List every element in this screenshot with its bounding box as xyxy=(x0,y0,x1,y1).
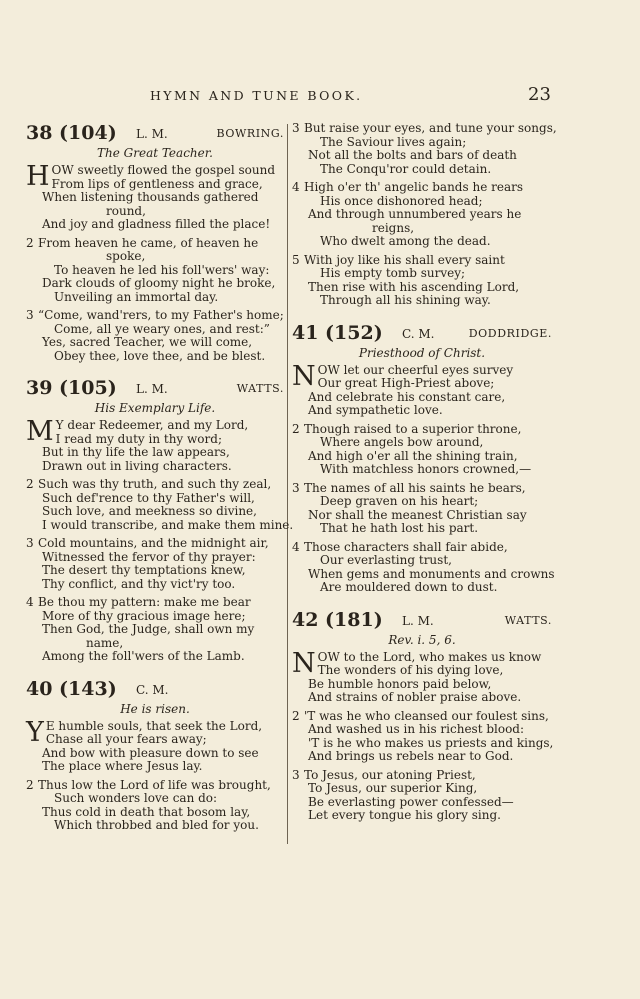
stanza-3 xyxy=(292,482,552,536)
stanza-number: 3 xyxy=(292,480,300,495)
verse-line: Which throbbed and bled for you. xyxy=(54,818,259,832)
verse-line: Through all his shining way. xyxy=(320,293,491,307)
hymn-number: 41 (152) xyxy=(292,321,383,344)
stanza-1 xyxy=(26,716,284,774)
verse-line: That he hath lost his part. xyxy=(320,521,479,535)
verse-line: His once dishonored head; xyxy=(320,193,483,208)
verse-line: OW to the Lord, who makes us know xyxy=(317,649,542,664)
hymn-39 xyxy=(26,377,294,664)
verse-line: Chase all your fears away; xyxy=(45,732,207,746)
verse-line: More of thy gracious image here; xyxy=(42,608,246,623)
verse-line: I would transcribe, and make them mine. xyxy=(42,517,294,532)
verse-line: His empty tomb survey; xyxy=(320,266,466,280)
stanza-2 xyxy=(292,423,552,477)
verse-line: With joy like his shall every saint xyxy=(304,252,505,267)
hymn-heading xyxy=(292,609,552,633)
hymn-continuation-stanza xyxy=(292,254,552,308)
verse-line: I read my duty in thy word; xyxy=(55,431,222,446)
verse-line: name, xyxy=(86,635,124,650)
stanza-4 xyxy=(26,596,284,664)
hymn-number: 38 (104) xyxy=(26,122,117,144)
stanza-number: 3 xyxy=(292,121,300,135)
verse-line: And sympathetic love. xyxy=(308,403,443,417)
stanza-2 xyxy=(26,477,294,532)
drop-cap: M xyxy=(26,416,54,447)
verse-line: Yes, sacred Teacher, we will come, xyxy=(42,335,253,349)
hymn-meter: C. M. xyxy=(402,326,435,341)
verse-line: spoke, xyxy=(106,249,146,263)
verse-line: The names of all his saints he bears, xyxy=(304,480,526,495)
drop-cap: H xyxy=(26,161,50,192)
verse-line: But raise your eyes, and tune your songs, xyxy=(304,121,557,135)
hymn-continuation-stanza xyxy=(292,121,557,176)
stanza-2 xyxy=(292,710,552,764)
verse-line: Drawn out in living characters. xyxy=(42,458,232,473)
verse-line: Not all the bolts and bars of death xyxy=(308,148,517,162)
stanza-number: 5 xyxy=(292,252,300,267)
hymn-heading xyxy=(292,322,552,346)
stanza-number: 4 xyxy=(292,180,300,194)
stanza-1 xyxy=(292,647,552,705)
hymn-meter: L. M. xyxy=(136,127,168,141)
stanza-number: 4 xyxy=(26,595,34,609)
verse-line: Then God, the Judge, shall own my xyxy=(42,622,255,636)
verse-line: Nor shall the meanest Christian say xyxy=(308,507,527,522)
verse-line: Such love, and meekness so divine, xyxy=(42,504,257,518)
hymn-42 xyxy=(292,609,552,823)
verse-line: Be thou my pattern: make me bear xyxy=(38,595,251,609)
hymn-number: 39 (105) xyxy=(26,377,117,399)
verse-line: Obey thee, love thee, and be blest. xyxy=(54,348,266,363)
verse-line: The Conqu'ror could detain. xyxy=(320,161,492,176)
hymn-41 xyxy=(292,321,555,595)
verse-line: And through unnumbered years he xyxy=(308,207,522,221)
verse-line: Witnessed the fervor of thy prayer: xyxy=(42,549,256,564)
verse-line: With matchless honors crowned,— xyxy=(320,462,532,476)
stanza-number: 2 xyxy=(292,708,300,723)
stanza-1 xyxy=(292,360,552,418)
verse-line: To Jesus, our superior King, xyxy=(308,781,478,795)
verse-line: Thy conflict, and thy vict'ry too. xyxy=(42,576,236,591)
hymn-subtitle: The Great Teacher. xyxy=(97,146,213,160)
verse-line: Our everlasting trust, xyxy=(320,553,452,567)
right-column xyxy=(292,121,557,837)
hymn-author: DODDRIDGE. xyxy=(468,326,552,340)
hymn-heading xyxy=(26,377,284,401)
verse-line: To Jesus, our atoning Priest, xyxy=(304,767,476,782)
verse-line: The place where Jesus lay. xyxy=(42,759,203,773)
verse-line: The wonders of his dying love, xyxy=(317,663,504,677)
drop-cap: N xyxy=(292,647,316,679)
verse-line: The Saviour lives again; xyxy=(320,134,467,149)
verse-line: Y dear Redeemer, and my Lord, xyxy=(55,418,249,432)
stanza-number: 3 xyxy=(26,536,34,550)
hymn-number: 40 (143) xyxy=(26,677,117,700)
verse-line: Among the foll'wers of the Lamb. xyxy=(42,649,245,663)
page-header xyxy=(0,86,640,108)
verse-line: When gems and monuments and crowns xyxy=(308,566,555,581)
stanza-3 xyxy=(292,769,552,823)
verse-line: And high o'er all the shining train, xyxy=(308,448,518,463)
drop-cap: Y xyxy=(26,716,44,748)
verse-line: Who dwelt among the dead. xyxy=(320,234,491,248)
stanza-1 xyxy=(26,161,284,232)
verse-line: And joy and gladness filled the place! xyxy=(42,217,271,231)
verse-line: From heaven he came, of heaven he xyxy=(38,235,259,250)
hymn-number: 42 (181) xyxy=(292,608,383,631)
stanza-2 xyxy=(26,779,284,833)
stanza-2 xyxy=(26,237,284,305)
stanza-number: 3 xyxy=(26,308,34,322)
hymn-author: WATTS. xyxy=(504,613,552,627)
stanza-3 xyxy=(26,537,284,591)
verse-line: Unveiling an immortal day. xyxy=(54,289,219,304)
verse-line: Be everlasting power confessed— xyxy=(308,794,514,809)
hymn-subtitle: Rev. i. 5, 6. xyxy=(388,632,456,647)
verse-line: Be humble honors paid below, xyxy=(308,676,492,691)
hymn-author: BOWRING. xyxy=(216,127,284,140)
verse-line: The desert thy temptations knew, xyxy=(42,563,246,577)
page-number: 23 xyxy=(528,84,551,105)
verse-line: And brings us rebels near to God. xyxy=(308,749,514,763)
stanza-number: 4 xyxy=(292,539,300,554)
verse-line: Such was thy truth, and such thy zeal, xyxy=(38,477,272,491)
verse-line: Let every tongue his glory sing. xyxy=(308,808,501,822)
stanza-4 xyxy=(292,539,555,595)
verse-line: Thus cold in death that bosom lay, xyxy=(42,804,251,819)
verse-line: round, xyxy=(106,203,146,218)
hymn-subtitle: Priesthood of Christ. xyxy=(358,345,486,360)
column-divider xyxy=(287,124,288,844)
verse-line: OW sweetly flowed the gospel sound xyxy=(51,163,276,177)
verse-line: 'T was he who cleansed our foulest sins, xyxy=(304,708,549,723)
verse-line: And celebrate his constant care, xyxy=(308,389,506,404)
verse-line: Deep graven on his heart; xyxy=(320,494,479,508)
verse-line: Cold mountains, and the midnight air, xyxy=(38,536,269,550)
hymn-continuation-stanza xyxy=(292,181,552,249)
hymn-author: WATTS. xyxy=(236,382,284,395)
stanza-number: 2 xyxy=(26,777,34,792)
verse-line: Dark clouds of gloomy night he broke, xyxy=(42,276,276,290)
verse-line: Our great High-Priest above; xyxy=(317,376,495,390)
hymn-meter: C. M. xyxy=(136,682,169,697)
hymn-40 xyxy=(26,678,284,833)
running-title: HYMN AND TUNE BOOK. xyxy=(150,88,363,103)
verse-line: Then rise with his ascending Lord, xyxy=(308,279,520,294)
left-column xyxy=(26,122,294,847)
verse-line: And washed us in his richest blood: xyxy=(308,722,525,736)
stanza-number: 2 xyxy=(26,477,34,491)
verse-line: Those characters shall fair abide, xyxy=(304,539,508,554)
verse-line: 'T is he who makes us priests and kings, xyxy=(308,735,554,750)
stanza-number: 2 xyxy=(26,235,34,250)
verse-line: Come, all ye weary ones, and rest:” xyxy=(54,321,270,336)
verse-line: OW let our cheerful eyes survey xyxy=(317,362,514,377)
verse-line: reigns, xyxy=(372,220,415,235)
hymn-38 xyxy=(26,122,284,363)
hymn-subtitle: He is risen. xyxy=(120,701,190,716)
verse-line: When listening thousands gathered xyxy=(42,190,259,204)
drop-cap: N xyxy=(292,360,316,392)
verse-line: High o'er th' angelic bands he rears xyxy=(304,180,523,194)
hymn-meter: L. M. xyxy=(136,382,168,396)
hymn-heading xyxy=(26,122,284,146)
verse-line: Where angels bow around, xyxy=(320,435,484,449)
verse-line: Though raised to a superior throne, xyxy=(304,421,522,436)
verse-line: And bow with pleasure down to see xyxy=(42,745,259,760)
verse-line: But in thy life the law appears, xyxy=(42,445,230,459)
verse-line: Thus low the Lord of life was brought, xyxy=(38,777,271,792)
verse-line: To heaven he led his foll'wers' way: xyxy=(54,262,270,277)
verse-line: Such def'rence to thy Father's will, xyxy=(42,490,255,505)
stanza-number: 3 xyxy=(292,767,300,782)
hymn-meter: L. M. xyxy=(402,613,434,628)
stanza-number: 2 xyxy=(292,421,300,436)
verse-line: E humble souls, that seek the Lord, xyxy=(45,718,263,733)
stanza-3 xyxy=(26,309,284,363)
verse-line: “Come, wand'rers, to my Father's home; xyxy=(38,308,284,322)
verse-line: And strains of nobler praise above. xyxy=(308,690,522,704)
hymn-heading xyxy=(26,678,284,702)
verse-line: Such wonders love can do: xyxy=(54,791,218,805)
hymn-subtitle: His Exemplary Life. xyxy=(94,401,216,415)
verse-line: Are mouldered down to dust. xyxy=(320,580,498,594)
stanza-1 xyxy=(26,416,284,473)
verse-line: From lips of gentleness and grace, xyxy=(51,176,263,191)
